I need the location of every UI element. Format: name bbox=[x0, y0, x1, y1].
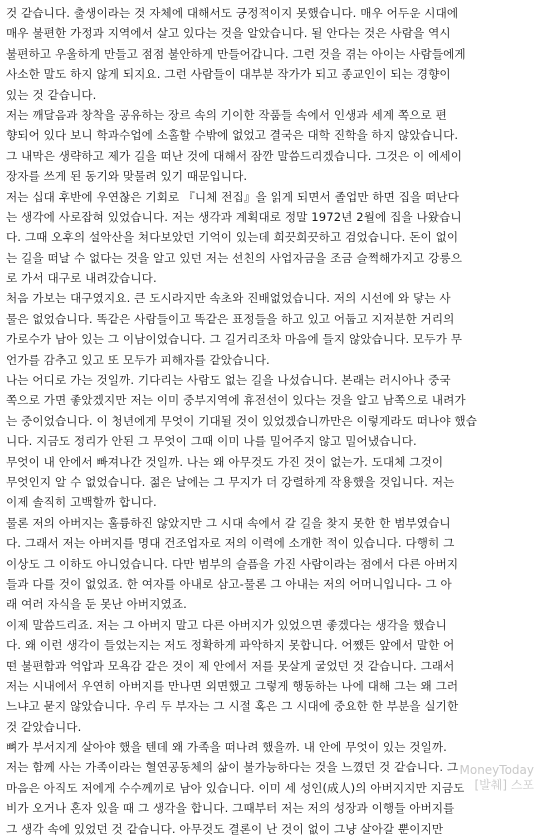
text-line: 뼈가 부서지게 살아야 했을 텐데 왜 가족을 떠나려 했을까. 내 안에 무엇이 있는 것일까. bbox=[6, 740, 447, 755]
text-line: 무엇이 내 안에서 빠져나간 것일까. 나는 왜 아무것도 가진 것이 없는가. 도대체 그것이 bbox=[6, 454, 444, 469]
text-line: 물론 저의 아버지는 훌륭하진 않았지만 그 시대 속에서 갈 길을 찾지 못한 한 범부였습니 bbox=[6, 515, 451, 530]
text-line: 다. 왜 이런 생각이 들었는지는 저도 정확하게 파악하지 못합니다. 어쨌든 앞에서 말한 어 bbox=[6, 638, 455, 653]
text-line: 향되어 있다 보니 학과수업에 소홀할 수밖에 없었고 결국은 대학 진학을 하지 않았습니다. bbox=[6, 128, 459, 143]
text-line: 무엇인지 알 수 없었습니다. 젊은 날에는 그 무지가 더 강렬하게 작용했을 것입니다. 저는 bbox=[6, 474, 455, 489]
text-line: 물은 없었습니다. 똑같은 사람들이고 똑같은 표정들을 하고 있고 어둡고 지저분한 거리의 bbox=[6, 311, 455, 326]
text-line: 불편하고 우울하게 만들고 점점 불안하게 만들어갑니다. 그런 것을 겪는 아이는 사람들에게 bbox=[6, 46, 466, 61]
text-line: 떤 불편함과 억압과 모욕감 같은 것이 제 안에서 저를 못살게 굴었던 것 같습니다. 그래서 bbox=[6, 658, 455, 673]
text-line: 것 같았습니다. bbox=[6, 719, 82, 734]
text-line: 비가 오거나 혼자 있을 때 그 생각을 합니다. 그때부터 저는 저의 성장과 이행들 아버지를 bbox=[6, 801, 455, 816]
text-line: 언가를 감추고 있고 또 모두가 피해자를 같았습니다. bbox=[6, 352, 270, 367]
text-line: 다. 그때 오후의 설악산을 쳐다보았던 기억이 있는데 희끗희끗하고 검었습니다. 돈이 없이 bbox=[6, 230, 459, 245]
paragraph bbox=[6, 737, 534, 839]
paragraph bbox=[6, 288, 534, 370]
paragraph bbox=[6, 3, 534, 105]
text-line: 다. 그래서 저는 아버지를 명대 건조업자로 저의 이력에 소개한 적이 있습니다. 다행히 그 bbox=[6, 536, 455, 551]
text-line: 저는 시내에서 우연히 아버지를 만나면 외면했고 그렇게 행동하는 나에 대해 그는 왜 그러 bbox=[6, 678, 459, 693]
news-watermark bbox=[460, 763, 535, 793]
text-line: 저는 함께 사는 가족이라는 혈연공동체의 삶이 불가능하다는 것을 느꼈던 것 같습니다. 그 bbox=[6, 760, 459, 775]
text-line: 이제 솔직히 고백할까 합니다. bbox=[6, 495, 157, 510]
text-line: 장자를 쓰게 된 동기와 맞물려 있기 때문입니다. bbox=[6, 169, 248, 184]
text-line: 는 생각에 사로잡혀 있었습니다. 저는 생각과 계획대로 정말 1972년 2월에 집을 나왔습니 bbox=[6, 209, 462, 224]
paragraph bbox=[6, 615, 534, 737]
text-line: 저는 깨달음과 창착을 공유하는 장르 속의 기이한 작품들 속에서 인생과 세계 쪽으로 편 bbox=[6, 107, 447, 122]
text-line: 있는 것 같습니다. bbox=[6, 87, 97, 102]
paragraph bbox=[6, 513, 534, 615]
text-line: 매우 불편한 가정과 지역에서 살고 있다는 것을 알았습니다. 될 안다는 것은 사람을 역시 bbox=[6, 26, 451, 41]
document-body bbox=[6, 3, 534, 839]
text-line: 로 가서 대구로 내려갔습니다. bbox=[6, 271, 157, 286]
watermark-line-2: [발췌] 스포 bbox=[474, 778, 534, 792]
text-line: 래 여러 자식을 둔 못난 아버지였죠. bbox=[6, 597, 187, 612]
text-line: 나는 어디로 가는 것일까. 기다리는 사람도 없는 길을 나섰습니다. 본래는 러시아나 중국 bbox=[6, 373, 451, 388]
text-line: 니다. 지금도 정리가 안된 그 무엇이 그때 이미 나를 밀어주지 않고 밀어냈습니다. bbox=[6, 434, 417, 449]
paragraph bbox=[6, 370, 534, 452]
text-line: 들과 다를 것이 없었죠. 한 여자를 아내로 삼고-물론 그 아내는 저의 어머니입니다- 그 아 bbox=[6, 576, 452, 591]
text-line: 그 내막은 생략하고 제가 길을 떠난 것에 대해서 잠깐 말씀드리겠습니다. 그것은 이 에세이 bbox=[6, 148, 462, 163]
text-line: 이제 말씀드리죠. 저는 그 아버지 말고 다른 아버지가 있었으면 좋겠다는 생각을 했습니 bbox=[6, 617, 447, 632]
paragraph bbox=[6, 452, 534, 513]
text-line: 는 길을 떠날 수 없다는 것을 알고 있던 저는 선친의 사업자금을 조금 슬쩍해가지고 강릉으 bbox=[6, 250, 462, 265]
text-line: 가로수가 남아 있는 그 이남이었습니다. 그 길거리조차 마음에 들지 않았습니다. 모두가 무 bbox=[6, 332, 462, 347]
text-line: 그 생각 속에 있었던 것 같습니다. 아무것도 결론이 난 것이 없이 그냥 살아갈 뿐이지만 bbox=[6, 821, 444, 836]
text-line: 이상도 그 이하도 아니었습니다. 다만 범부의 슬픔을 가진 사람이라는 점에서 다른 아버지 bbox=[6, 556, 459, 571]
text-line: 사소한 말도 하지 않게 되지요. 그런 사람들이 대부분 작가가 되고 종교인이 되는 경향이 bbox=[6, 67, 451, 82]
text-line: 저는 십대 후반에 우연찮은 기회로 『니체 전집』을 읽게 되면서 졸업만 하면 집을 떠난다 bbox=[6, 189, 459, 204]
watermark-line-1: MoneyToday bbox=[459, 763, 534, 777]
text-line: 는 중이었습니다. 이 청년에게 무엇이 기대될 것이 있었겠습니까만은 이렇게라도 떠나야 했습 bbox=[6, 413, 478, 428]
text-line: 처음 가보는 대구였지요. 큰 도시라지만 속초와 진배없었습니다. 저의 시선에 와 닿는 사 bbox=[6, 291, 451, 306]
paragraph bbox=[6, 105, 534, 187]
text-line: 쪽으로 가면 좋았겠지만 저는 이미 중부지역에 휴전선이 있다는 것을 알고 남쪽으로 내려가 bbox=[6, 393, 466, 408]
text-line: 느냐고 묻지 않았습니다. 우리 두 부자는 그 시절 혹은 그 시대에 중요한 한 부분을 실기한 bbox=[6, 699, 459, 714]
text-line: 마음은 아직도 저에게 수수께끼로 남아 있습니다. 이미 세 성인(成人)의 아버지지만 지금도 bbox=[6, 780, 465, 795]
paragraph bbox=[6, 187, 534, 289]
text-line: 것 같습니다. 출생이라는 것 자체에 대해서도 긍정적이지 못했습니다. 매우 어두운 시대에 bbox=[6, 6, 459, 20]
